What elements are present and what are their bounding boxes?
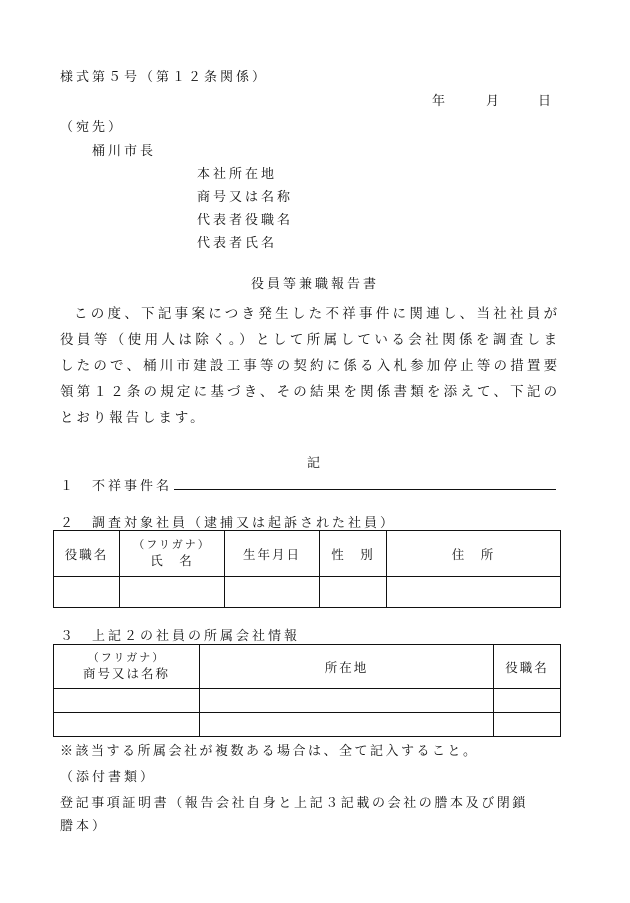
header-name-cell — [120, 531, 225, 577]
table-row — [54, 713, 561, 737]
header-company-position: 役職名 — [494, 645, 561, 689]
date-month-label: 月 — [486, 94, 503, 109]
header-gender: 性 別 — [320, 531, 387, 577]
attachments-label: （添付書類） — [60, 770, 157, 785]
header-furigana: （フリガナ） — [133, 538, 211, 551]
date-day-label: 日 — [538, 94, 555, 109]
header-birthdate: 生年月日 — [225, 531, 320, 577]
table-row — [54, 577, 561, 608]
header-address: 住 所 — [387, 531, 561, 577]
header-location: 所在地 — [200, 645, 494, 689]
addressee-label: （宛先） — [60, 120, 125, 135]
company-address-label: 本社所在地 — [197, 167, 278, 182]
header-company-furigana: （フリガナ） — [87, 651, 166, 664]
item2-label: ２ 調査対象社員（逮捕又は起訴された社員） — [60, 516, 397, 531]
rep-name-label: 代表者氏名 — [197, 236, 278, 251]
company-name-label: 商号又は名称 — [197, 190, 294, 205]
body-paragraph: この度、下記事案につき発生した不祥事件に関連し、当社社員が役員等（使用人は除く。）として所属している会社関係を調査しましたので、桶川市建設工事等の契約に係る入札参加停止等の措置要領第１２条の規定に基づき、その結果を関係書類を添えて、下記のとおり報告します。 — [60, 306, 560, 426]
header-company: 商号又は名称 — [82, 666, 170, 681]
incident-name-line — [174, 489, 556, 490]
addressee-name: 桶川市長 — [92, 144, 157, 159]
rep-title-label: 代表者役職名 — [197, 213, 294, 228]
header-position: 役職名 — [54, 531, 120, 577]
document-title: 役員等兼職報告書 — [250, 277, 379, 292]
header-name: 氏 名 — [150, 553, 194, 568]
employee-table — [53, 530, 561, 608]
header-company-cell — [54, 645, 200, 689]
item1-label: １ 不祥事件名 — [60, 479, 173, 494]
ki-label: 記 — [306, 456, 323, 471]
form-number: 様式第５号（第１２条関係） — [60, 70, 269, 85]
attachments-line1: 登記事項証明書（報告会社自身と上記３記載の会社の謄本及び閉鎖 — [60, 796, 529, 811]
company-table — [53, 644, 561, 737]
table-row — [54, 689, 561, 713]
date-year-label: 年 — [432, 94, 449, 109]
attachments-line2: 謄本） — [60, 819, 109, 834]
item3-label: ３ 上記２の社員の所属会社情報 — [60, 629, 301, 644]
note-text: ※該当する所属会社が複数ある場合は、全て記入すること。 — [60, 744, 479, 759]
